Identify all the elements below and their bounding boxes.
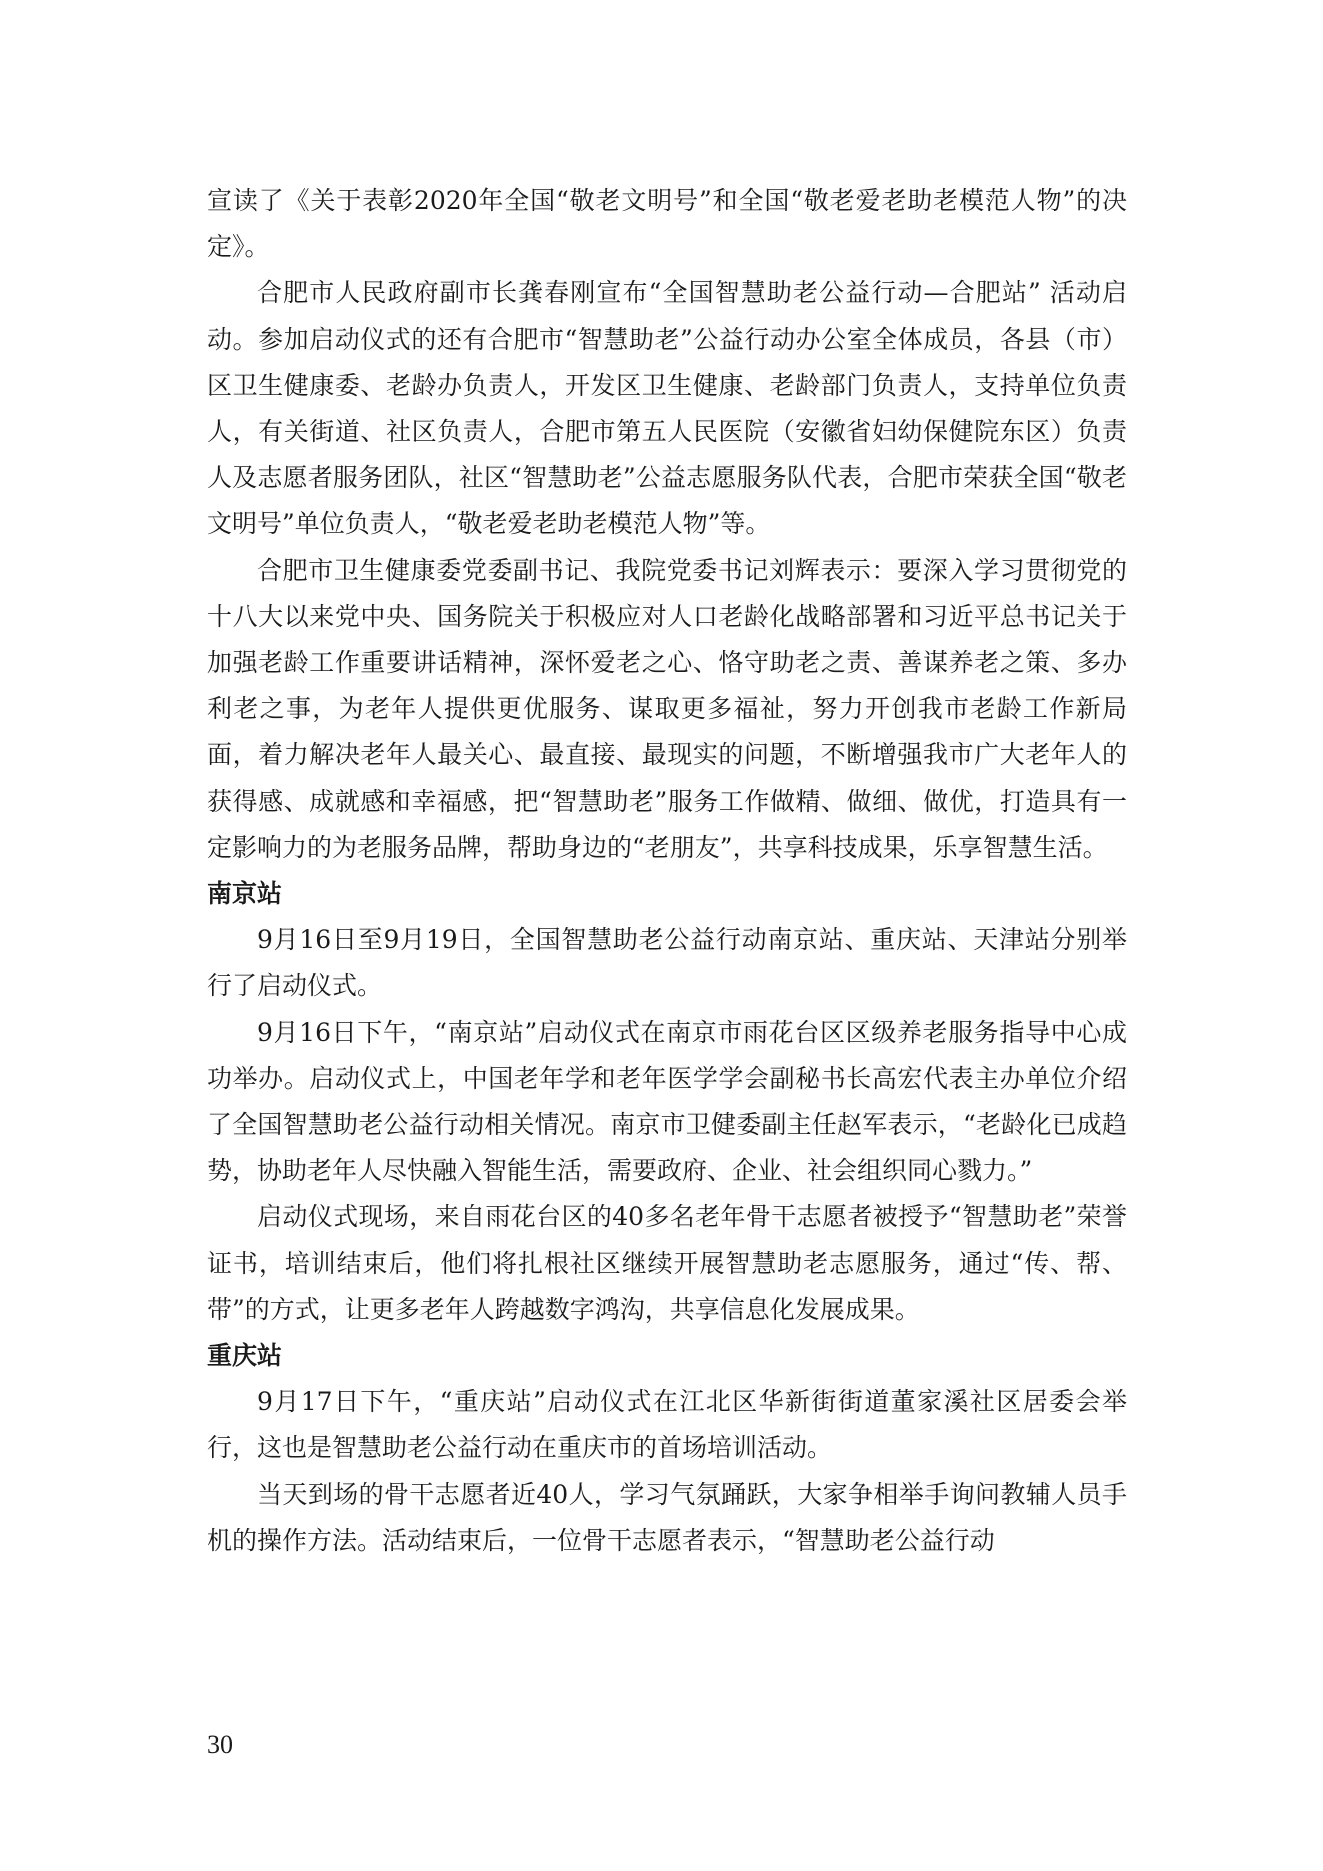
paragraph: 9月16日下午，“南京站”启动仪式在南京市雨花台区区级养老服务指导中心成功举办。启动仪式上，中国老年学和老年医学学会副秘书长高宏代表主办单位介绍了全国智慧助老公益行动相关情况。南京市卫健委副主任赵军表示，“老龄化已成趋势，协助老年人尽快融入智能生活，需要政府、企业、社会组织同心戮力。”	[207, 1017, 1127, 1186]
paragraph: 启动仪式现场，来自雨花台区的40多名老年骨干志愿者被授予“智慧助老”荣誉证书，培训结束后，他们将扎根社区继续开展智慧助老志愿服务，通过“传、帮、带”的方式，让更多老年人跨越数字鸿沟，共享信息化发展成果。	[207, 1202, 1127, 1324]
paragraph: 合肥市人民政府副市长龚春刚宣布“全国智慧助老公益行动—合肥站” 活动启动。参加启动仪式的还有合肥市“智慧助老”公益行动办公室全体成员，各县（市）区卫生健康委、老龄办负责人，开发区卫生健康、老龄部门负责人，支持单位负责人，有关街道、社区负责人，合肥市第五人民医院（安徽省妇幼保健院东区）负责人及志愿者服务团队，社区“智慧助老”公益志愿服务队代表，合肥市荣获全国“敬老文明号”单位负责人，“敬老爱老助老模范人物”等。	[207, 278, 1127, 539]
section-heading: 南京站	[207, 879, 283, 909]
paragraph: 合肥市卫生健康委党委副书记、我院党委书记刘辉表示：要深入学习贯彻党的十八大以来党中央、国务院关于积极应对人口老龄化战略部署和习近平总书记关于加强老龄工作重要讲话精神，深怀爱老之心、恪守助老之责、善谋养老之策、多办利老之事，为老年人提供更优服务、谋取更多福祉，努力开创我市老龄工作新局面，着力解决老年人最关心、最直接、最现实的问题，不断增强我市广大老年人的获得感、成就感和幸福感，把“智慧助老”服务工作做精、做细、做优，打造具有一定影响力的为老服务品牌，帮助身边的“老朋友”，共享科技成果，乐享智慧生活。	[207, 555, 1127, 862]
paragraph: 9月16日至9月19日，全国智慧助老公益行动南京站、重庆站、天津站分别举行了启动仪式。	[207, 925, 1127, 1001]
section-heading: 重庆站	[207, 1341, 283, 1371]
page-number: 30	[207, 1730, 233, 1759]
paragraph: 9月17日下午，“重庆站”启动仪式在江北区华新街街道董家溪社区居委会举行，这也是智慧助老公益行动在重庆市的首场培训活动。	[207, 1387, 1127, 1463]
document-body	[207, 178, 1127, 1564]
paragraph: 宣读了《关于表彰2020年全国“敬老文明号”和全国“敬老爱老助老模范人物”的决定》。	[207, 186, 1127, 262]
paragraph: 当天到场的骨干志愿者近40人，学习气氛踊跃，大家争相举手询问教辅人员手机的操作方法。活动结束后，一位骨干志愿者表示，“智慧助老公益行动	[207, 1479, 1127, 1555]
